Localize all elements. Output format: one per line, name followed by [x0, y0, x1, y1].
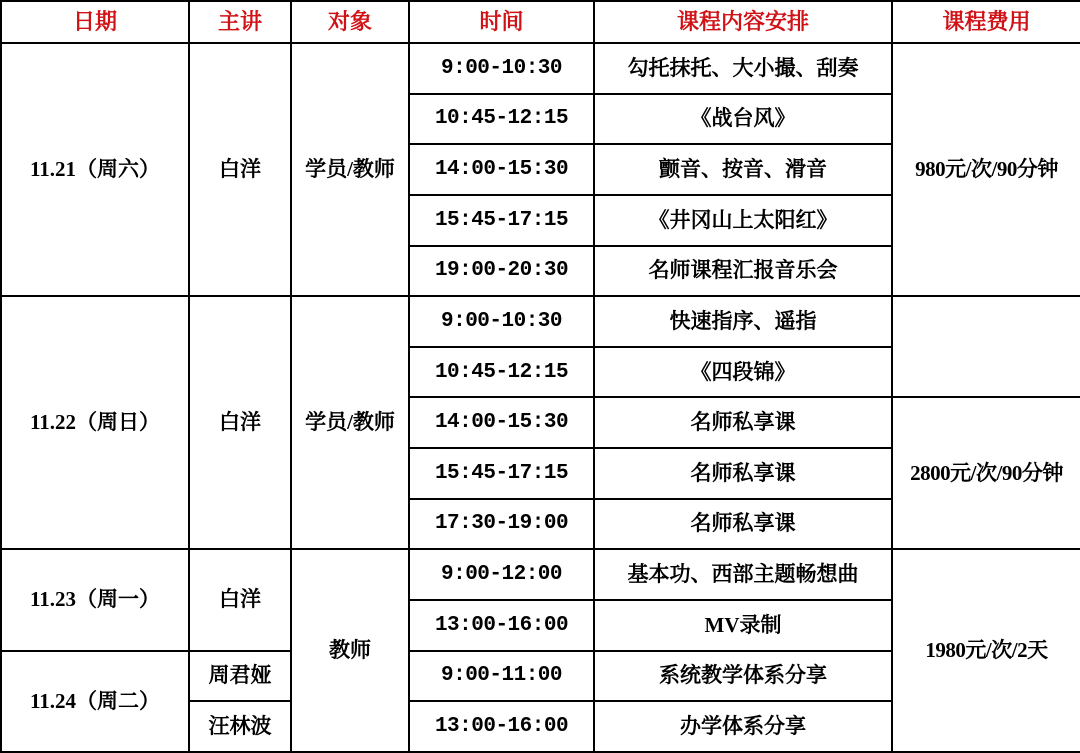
cell-speaker-day4-b: 汪林波 — [189, 701, 291, 752]
header-fee: 课程费用 — [892, 1, 1080, 43]
cell-time: 19:00-20:30 — [409, 246, 594, 297]
cell-audience-day3: 教师 — [291, 549, 409, 752]
cell-content: 快速指序、遥指 — [594, 296, 892, 347]
header-speaker: 主讲 — [189, 1, 291, 43]
cell-audience-day1: 学员/教师 — [291, 43, 409, 296]
cell-content: 名师私享课 — [594, 397, 892, 448]
cell-time: 9:00-12:00 — [409, 549, 594, 600]
cell-content: 基本功、西部主题畅想曲 — [594, 549, 892, 600]
cell-content: MV录制 — [594, 600, 892, 651]
cell-speaker-day1: 白洋 — [189, 43, 291, 296]
cell-time: 10:45-12:15 — [409, 94, 594, 145]
cell-time: 13:00-16:00 — [409, 600, 594, 651]
cell-date-day1: 11.21（周六） — [1, 43, 189, 296]
cell-fee-day1: 980元/次/90分钟 — [892, 43, 1080, 296]
header-audience: 对象 — [291, 1, 409, 43]
cell-speaker-day2: 白洋 — [189, 296, 291, 549]
table-row — [1, 549, 1080, 600]
cell-time: 14:00-15:30 — [409, 144, 594, 195]
cell-content: 《四段锦》 — [594, 347, 892, 398]
cell-time: 13:00-16:00 — [409, 701, 594, 752]
header-content: 课程内容安排 — [594, 1, 892, 43]
cell-content: 《井冈山上太阳红》 — [594, 195, 892, 246]
cell-content: 名师课程汇报音乐会 — [594, 246, 892, 297]
cell-audience-day2: 学员/教师 — [291, 296, 409, 549]
cell-fee-day1-cont — [892, 296, 1080, 397]
cell-content: 系统教学体系分享 — [594, 651, 892, 702]
cell-time: 17:30-19:00 — [409, 499, 594, 550]
header-date: 日期 — [1, 1, 189, 43]
cell-content: 颤音、按音、滑音 — [594, 144, 892, 195]
cell-time: 9:00-10:30 — [409, 296, 594, 347]
cell-time: 15:45-17:15 — [409, 195, 594, 246]
cell-time: 9:00-10:30 — [409, 43, 594, 94]
cell-content: 勾托抹托、大小撮、刮奏 — [594, 43, 892, 94]
table-row — [1, 296, 1080, 347]
cell-time: 10:45-12:15 — [409, 347, 594, 398]
header-time: 时间 — [409, 1, 594, 43]
cell-speaker-day4-a: 周君娅 — [189, 651, 291, 702]
cell-date-day3: 11.23（周一） — [1, 549, 189, 650]
cell-time: 15:45-17:15 — [409, 448, 594, 499]
cell-fee-day3: 1980元/次/2天 — [892, 549, 1080, 752]
cell-time: 14:00-15:30 — [409, 397, 594, 448]
cell-date-day4: 11.24（周二） — [1, 651, 189, 752]
cell-content: 办学体系分享 — [594, 701, 892, 752]
table-row — [1, 43, 1080, 94]
cell-fee-day2: 2800元/次/90分钟 — [892, 397, 1080, 549]
cell-content: 《战台风》 — [594, 94, 892, 145]
cell-speaker-day3: 白洋 — [189, 549, 291, 650]
cell-date-day2: 11.22（周日） — [1, 296, 189, 549]
cell-content: 名师私享课 — [594, 499, 892, 550]
table-header-row — [1, 1, 1080, 43]
cell-content: 名师私享课 — [594, 448, 892, 499]
cell-time: 9:00-11:00 — [409, 651, 594, 702]
